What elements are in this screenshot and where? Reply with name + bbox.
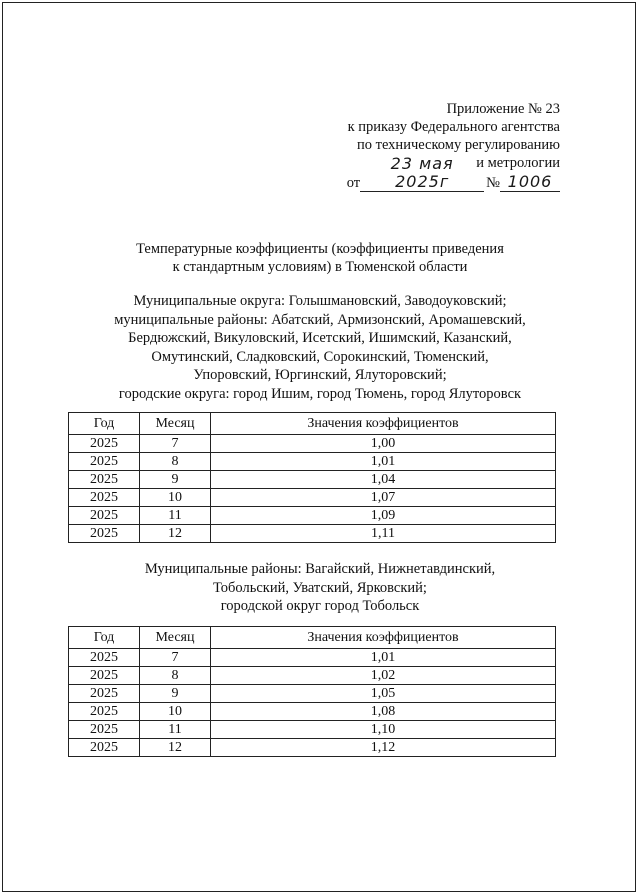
table-row — [69, 685, 556, 703]
cell-month: 12 — [140, 525, 211, 543]
regions-list-2 — [0, 560, 640, 616]
cell-month: 11 — [140, 721, 211, 739]
appendix-line: и метрологии — [476, 155, 560, 171]
cell-value: 1,09 — [211, 507, 556, 525]
cell-month: 11 — [140, 507, 211, 525]
cell-value: 1,05 — [211, 685, 556, 703]
header-value: Значения коэффициентов — [211, 413, 556, 435]
cell-year: 2025 — [69, 685, 140, 703]
region-line: Омутинский, Сладковский, Сорокинский, Тюменский, — [151, 348, 489, 365]
cell-year: 2025 — [69, 489, 140, 507]
region-line: городской округ город Тобольск — [220, 598, 420, 614]
appendix-line: к приказу Федерального агентства — [347, 119, 560, 135]
cell-year: 2025 — [69, 667, 140, 685]
cell-year: 2025 — [69, 471, 140, 489]
cell-month: 10 — [140, 489, 211, 507]
cell-value: 1,07 — [211, 489, 556, 507]
table-row — [69, 507, 556, 525]
cell-month: 8 — [140, 667, 211, 685]
table-row — [69, 739, 556, 757]
number-prefix: № — [486, 175, 500, 191]
document-title — [0, 240, 640, 276]
table-row — [69, 471, 556, 489]
header-month: Месяц — [140, 627, 211, 649]
table-row — [69, 489, 556, 507]
regions-list-1 — [0, 292, 640, 403]
region-line: Муниципальные районы: Вагайский, Нижнетавдинский, — [144, 561, 496, 577]
region-line: городские округа: город Ишим, город Тюмень, город Ялуторовск — [118, 385, 522, 402]
region-line: Бердюжский, Викуловский, Исетский, Ишимский, Казанский, — [128, 330, 512, 346]
coefficients-table-2 — [68, 626, 556, 757]
region-line: Тобольский, Уватский, Ярковский; — [213, 579, 427, 596]
cell-value: 1,01 — [211, 453, 556, 471]
cell-year: 2025 — [69, 721, 140, 739]
cell-year: 2025 — [69, 453, 140, 471]
cell-year: 2025 — [69, 649, 140, 667]
table-row — [69, 703, 556, 721]
handwritten-number: 1006 — [500, 173, 560, 192]
table-header-row — [69, 413, 556, 435]
cell-value: 1,00 — [211, 435, 556, 453]
appendix-line: по техническому регулированию — [356, 137, 560, 153]
cell-month: 8 — [140, 453, 211, 471]
appendix-line: Приложение № 23 — [446, 101, 560, 117]
cell-year: 2025 — [69, 435, 140, 453]
header-month: Месяц — [140, 413, 211, 435]
header-value: Значения коэффициентов — [211, 627, 556, 649]
cell-value: 1,02 — [211, 667, 556, 685]
title-line: Температурные коэффициенты (коэффициенты приведения — [136, 241, 504, 257]
date-prefix: от — [346, 175, 361, 191]
cell-month: 12 — [140, 739, 211, 757]
cell-year: 2025 — [69, 703, 140, 721]
region-line: муниципальные районы: Абатский, Армизонский, Аромашевский, — [114, 311, 526, 328]
table-row — [69, 453, 556, 471]
cell-year: 2025 — [69, 525, 140, 543]
title-line: к стандартным условиям) в Тюменской области — [172, 259, 468, 275]
cell-value: 1,10 — [211, 721, 556, 739]
cell-value: 1,08 — [211, 703, 556, 721]
cell-value: 1,12 — [211, 739, 556, 757]
handwritten-date: 23 мая 2025г — [360, 155, 484, 192]
cell-value: 1,11 — [211, 525, 556, 543]
cell-year: 2025 — [69, 507, 140, 525]
table-row — [69, 667, 556, 685]
cell-month: 7 — [140, 649, 211, 667]
cell-value: 1,01 — [211, 649, 556, 667]
table-row — [69, 721, 556, 739]
cell-month: 9 — [140, 471, 211, 489]
table-row — [69, 649, 556, 667]
cell-year: 2025 — [69, 739, 140, 757]
region-line: Упоровский, Юргинский, Ялуторовский; — [193, 367, 447, 383]
header-year: Год — [69, 413, 140, 435]
cell-value: 1,04 — [211, 471, 556, 489]
table-row — [69, 525, 556, 543]
cell-month: 7 — [140, 435, 211, 453]
table-row — [69, 435, 556, 453]
cell-month: 10 — [140, 703, 211, 721]
header-year: Год — [69, 627, 140, 649]
table-header-row — [69, 627, 556, 649]
region-line: Муниципальные округа: Голышмановский, Заводоуковский; — [133, 293, 507, 309]
coefficients-table-1 — [68, 412, 556, 543]
cell-month: 9 — [140, 685, 211, 703]
